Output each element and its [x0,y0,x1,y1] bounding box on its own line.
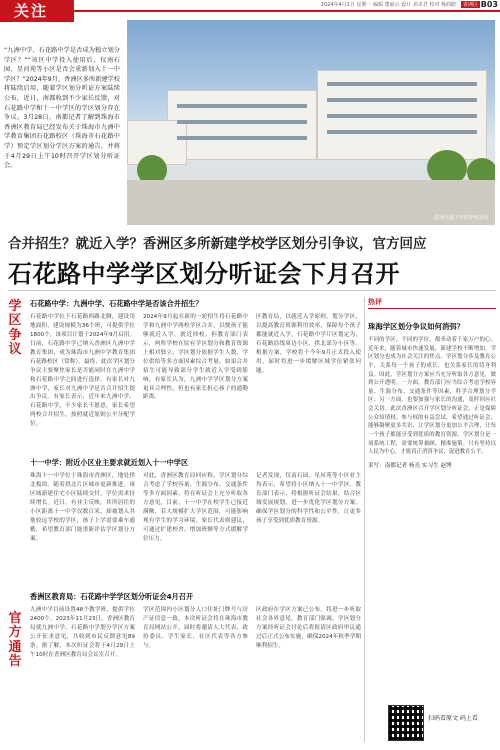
section2-col3: 记者发现，仅南石园、星河苑等小区业主均表示，希望将小区纳入十一中学区。教育部门表示，将根据听证会结果，结合区域发展规划，进一步优化学区划分方案，确保学区划分的科学性和公平性，让更多孩子享受到优质教育资源。 [256,473,361,524]
lead-text: “九洲中学、石花路中学是否成为独立划分学区？”“该区中学投入使用后，仅南石园、星河苑等小区是否会重新划入十一中学区？”2024年9月，香洲区多所新建学校将陆续启用，随着学区划分听证方案陆续公布，近日，南都收到不少家长反馈，对石花路中学和十一中学区的学区划分存在争议。3月28日，南都记者了解到珠海市香洲区教育局已经发布关于珠海市九洲中学教育集团石花路校区（珠海市石花路中学）预定学区划分学区方案的通告，并将于4月29日上午10时召开学区划分听证会。 [4,47,120,170]
section1-title: 石花路中学：九洲中学、石花路中学是否该合并招生？ [30,299,203,308]
date-line: 2024年4月1日 星期一 编辑 董丽云 设计 邓卓君 校对 杨润皓 [320,2,456,8]
section3-col3: 区政府在学区方案已公布，将进一步听取社会各界意见。教育部门强调，学区划分方案经听证会讨论后将报请区政府审议通过后正式公布实施，确保2024年秋季学期顺利招生。 [256,607,361,649]
masthead-rule [74,10,500,12]
column-divider [364,297,365,742]
section-label-dispute: 学区争议 [8,299,22,357]
hot-tag: 热评 [368,297,496,309]
school-photo [127,20,495,225]
edition-label: 香洲区 [462,2,478,8]
lead-box [2,44,122,214]
hot-body: 不同的学区，不同的学位，都牵动着千家万户的心。近年来，随着城市快速发展，新建学校不断增加，学区划分也成为社会关注的焦点。学区划分涉及教育公平，关系每一个孩子的成长，也关系家长的切身利益。因此，学区划分方案应当充分听取各方意见，做到公开透明。一方面，教育部门应当综合考虑学校容量、生源分布、交通条件等因素，科学合理划分学区；另一方面，也要加强与家长的沟通，及时回应社会关切。此次香洲区召开学区划分听证会，正是保障公众知情权、参与权的有益尝试。希望通过听证会，能够凝聚更多共识，让学区划分更加公平合理，让每一个孩子都能享受到优质的教育资源。学区划分是一项系统工程，需要统筹兼顾、精准施策。只有坚持以人民为中心，才能真正消弭争议，促进教育公平。 [368,337,496,456]
divider [8,290,496,291]
section2-col1: 珠海十一中学位于珠海市香洲区，地处拱北板块。随着拱北片区城市更新推进，该区域新建住宅小区陆续交付，学位需求持续增长。近日，有业主反映，其所居住的小区距离十一中学仅数百米，却被划入其他较远学校的学区，孩子上学需要乘车通勤，希望教育部门能重新评估学区划分方案。 [30,473,135,542]
section1-col1: 石花路中学位于石花路西路北侧，建设用地面积，建设规模为36个班，可提供学位1800个，该项目计划于2024年9月启用。目前，石花路中学已纳入香洲区九洲中学教育集团，成为珠海市九洲中学教育集团石花路校区（常称）。最终，此次学区划分争议主要聚焦家长是否能同时在九洲中学和石花路中学之间进行选择，有家长对九洲中学，家长对九洲中学是否合并招生提出争议。有家长表示，近年来九洲中学、石花路中学，不少家长不愿意，家长希望两校合并招生，按照就近原则公平分配学位。 [30,314,135,428]
section3-col1: 九洲中学目前设置48个教学班，提供学位2400个。2023年11月23日，香洲区教育局就九洲中学、石花路中学划分学区方案公开征求意见，共收到市民反馈意见89条。据了解，本次听证会将于4月29日上午10时在香洲区教育局会议室召开。 [30,607,135,658]
qr-code-icon[interactable] [388,705,424,741]
section3-col2: 学区范围内小区划分人口住址门牌号与房产证信息一致。本次听证会将在珠海市教育局网站公开，届时将邀请人大代表、政协委员、学生家长、社区代表等各方参与。 [143,607,248,649]
section1-col2: 2024年9月起在新的一轮招生将石花路中学和九洲中学两校学区合并，以便孩子能够就近入学，就近择校。但教育部门表示，两所学校在原有学区划分和教育资源上相对独立，学区划分依据学生人数、学位供给等多方面因素综合考量，如果合并招生可能导致部分学生就近入学受到影响。有家长认为，九洲中学学区划分方案更具合理性，但也有家长担心孩子的通勤距离。 [143,314,248,401]
masthead [0,0,500,20]
page-number: B03 [480,0,498,9]
qr-label: 扫码看原文 码上看 [428,715,478,722]
section2-col2: 对此，香洲区教育局回应称，学区划分综合考虑了学校容量、生源分布、交通条件等多方面因素，将在听证会上充分听取各方意见。目前，十一中学在校学生已接近满额，若大规模扩大学区范围，可能影响现有学生的学习环境。家长代表则建议，可通过扩建校舍、增加班额等方式缓解学位压力。 [143,473,248,542]
headline: 石花路中学学区划分听证会下月召开 [8,260,400,288]
hot-title: 珠海学区划分争议如何消弭？ [368,322,465,331]
section1-col3: 区教育局，以就近入学原则，划分学区，以提高教育资源利用效率，保障每个孩子都能就近入学。石花路中学片区划定为，石花路沿线周边小区、拱北部分小区等。根据方案，学校将于今年9月正式投入使用，届时将进一步缓解区域学位紧张问题。 [256,314,361,374]
section-label-notice: 官方通告 [8,611,22,669]
section3-title: 香洲区教育局：石花路中学学区划分听证会4月召开 [30,592,194,601]
section-tab: 关注 [0,0,74,22]
section2-title: 十一中学：附近小区业主要求就近划入十一中学区 [30,458,189,467]
photo-caption: 香洲区施工中的学校项目 [433,215,489,221]
hot-author: 采写：南都记者 杨亮 实习生 赵博 [368,462,452,469]
subheadline: 合并招生？就近入学？香洲区多所新建学校学区划分引争议，官方回应 [8,236,427,252]
hot-commentary [368,297,496,742]
